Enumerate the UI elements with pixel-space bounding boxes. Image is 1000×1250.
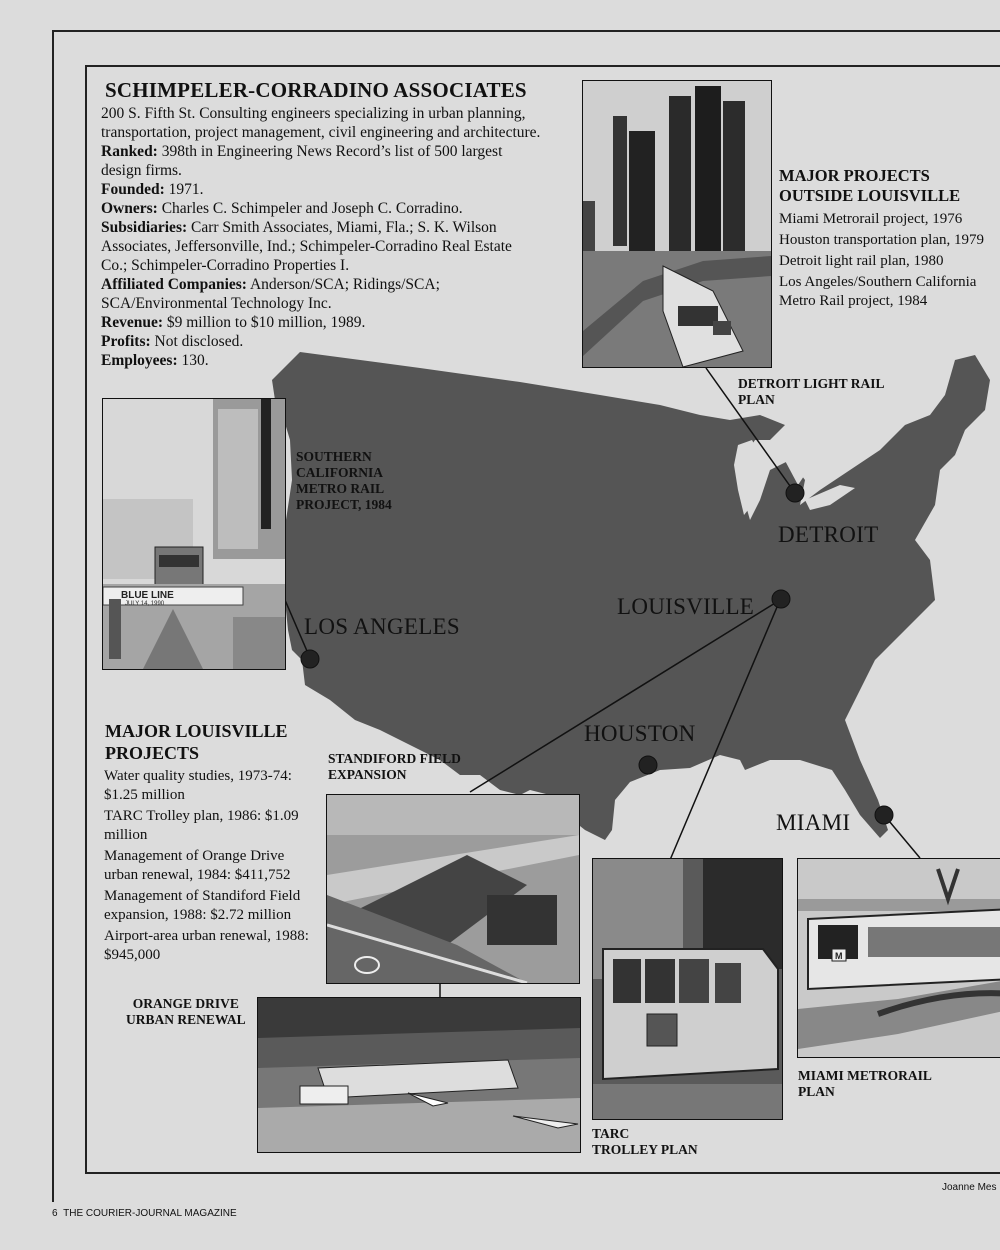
detroit-caption (738, 376, 885, 408)
detroit-caption-line2: PLAN (738, 392, 775, 407)
profits-value: Not disclosed. (150, 333, 244, 350)
magazine-name: THE COURIER-JOURNAL MAGAZINE (63, 1208, 237, 1219)
city-label-detroit: DETROIT (778, 522, 879, 547)
orange-photo-art (258, 998, 580, 1152)
detroit-photo-art (583, 81, 771, 367)
subsidiaries-row (101, 218, 541, 275)
louisville-project-item: TARC Trolley plan, 1986: $1.09 million (104, 808, 299, 843)
owners-label: Owners: (101, 200, 158, 217)
affiliated-row (101, 275, 541, 313)
tarc-caption-line1: TARC (592, 1126, 630, 1141)
subsidiaries-value: Carr Smith Associates, Miami, Fla.; S. K. Wilson Associates, Jeffersonville, Ind.; Schimpeler-Corradino Real Estate Co.; Schimpeler-Corradino Properties I. (101, 219, 512, 274)
ranked-row (101, 142, 541, 180)
outside-project-item: Detroit light rail plan, 1980 (779, 253, 944, 269)
standiford-photo-art (327, 795, 579, 983)
orange-drive-photo (257, 997, 581, 1153)
city-label-miami: MIAMI (776, 810, 851, 835)
louisville-heading-line2: PROJECTS (105, 743, 200, 763)
standiford-field-photo (326, 794, 580, 984)
la-sign-date: JULY 14, 1990 (125, 601, 165, 607)
standiford-caption (328, 751, 461, 783)
socal-caption-line4: PROJECT, 1984 (296, 497, 392, 512)
la-sign-text: BLUE LINE (121, 590, 174, 601)
ranked-label: Ranked: (101, 143, 158, 160)
outside-heading-line1: MAJOR PROJECTS (779, 166, 930, 185)
outside-project-item: Miami Metrorail project, 1976 (779, 211, 963, 227)
company-name: SCHIMPELER-CORRADINO ASSOCIATES (105, 78, 527, 102)
miami-metrorail-photo (797, 858, 1000, 1058)
orange-caption-line2: URBAN RENEWAL (126, 1012, 246, 1027)
louisville-project-item: Airport-area urban renewal, 1988: $945,000 (104, 928, 309, 963)
city-label-houston: HOUSTON (584, 721, 696, 746)
page-number: 6 (52, 1208, 58, 1219)
louisville-projects-list (104, 767, 322, 967)
miami-photo-art (798, 859, 1000, 1057)
miami-car-logo: M (835, 951, 843, 961)
owners-value: Charles C. Schimpeler and Joseph C. Corradino. (157, 200, 463, 217)
outside-projects-list (779, 210, 1000, 313)
affiliated-value: Anderson/SCA; Ridings/SCA; SCA/Environmental Technology Inc. (101, 276, 440, 312)
tarc-trolley-photo (592, 858, 783, 1120)
miami-caption-line2: PLAN (798, 1084, 835, 1099)
detroit-light-rail-photo (582, 80, 772, 368)
miami-caption (798, 1068, 932, 1100)
city-label-los-angeles: LOS ANGELES (304, 614, 461, 639)
louisville-heading-line1: MAJOR LOUISVILLE (105, 721, 288, 741)
standiford-caption-line2: EXPANSION (328, 767, 407, 782)
tarc-caption-line2: TROLLEY PLAN (592, 1142, 698, 1157)
socal-caption-line3: METRO RAIL (296, 481, 385, 496)
revenue-label: Revenue: (101, 314, 163, 331)
ranked-value: 398th in Engineering News Record’s list of 500 largest design firms. (101, 143, 503, 179)
owners-row (101, 199, 541, 218)
outside-heading-line2: OUTSIDE LOUISVILLE (779, 186, 961, 205)
tarc-photo-art (593, 859, 782, 1119)
photo-credit: Joanne Mes (942, 1182, 997, 1193)
founded-row (101, 180, 541, 199)
company-description: 200 S. Fifth St. Consulting engineers specializing in urban planning, transportation, project management, civil engineering and architecture. (101, 105, 541, 141)
affiliated-label: Affiliated Companies: (101, 276, 247, 293)
louisville-project-item: Management of Orange Drive urban renewal, 1984: $411,752 (104, 848, 291, 883)
profits-row (101, 332, 541, 351)
revenue-row (101, 313, 541, 332)
outside-project-item: Houston transportation plan, 1979 (779, 232, 984, 248)
la-metro-rail-photo (102, 398, 286, 670)
detroit-caption-line1: DETROIT LIGHT RAIL (738, 376, 885, 391)
employees-row (101, 351, 541, 370)
employees-value: 130. (177, 352, 209, 369)
founded-value: 1971. (164, 181, 204, 198)
outside-projects-heading (779, 166, 1000, 206)
la-photo-art (103, 399, 285, 669)
orange-drive-caption (126, 996, 246, 1028)
page-footer (52, 1208, 237, 1219)
tarc-caption (592, 1126, 698, 1158)
miami-caption-line1: MIAMI METRORAIL (798, 1068, 932, 1083)
orange-caption-line1: ORANGE DRIVE (132, 996, 239, 1011)
profits-label: Profits: (101, 333, 151, 350)
outside-project-item: Los Angeles/Southern California Metro Rail project, 1984 (779, 274, 977, 309)
louisville-project-item: Water quality studies, 1973-74: $1.25 million (104, 768, 292, 803)
socal-caption (296, 449, 392, 513)
revenue-value: $9 million to $10 million, 1989. (163, 314, 366, 331)
socal-caption-line1: SOUTHERN (296, 449, 372, 464)
city-label-louisville: LOUISVILLE (617, 594, 755, 619)
founded-label: Founded: (101, 181, 165, 198)
standiford-caption-line1: STANDIFORD FIELD (328, 751, 461, 766)
employees-label: Employees: (101, 352, 178, 369)
subsidiaries-label: Subsidiaries: (101, 219, 188, 236)
louisville-projects-heading (105, 720, 325, 764)
socal-caption-line2: CALIFORNIA (296, 465, 384, 480)
company-profile (101, 104, 541, 370)
louisville-project-item: Management of Standiford Field expansion, 1988: $2.72 million (104, 888, 301, 923)
